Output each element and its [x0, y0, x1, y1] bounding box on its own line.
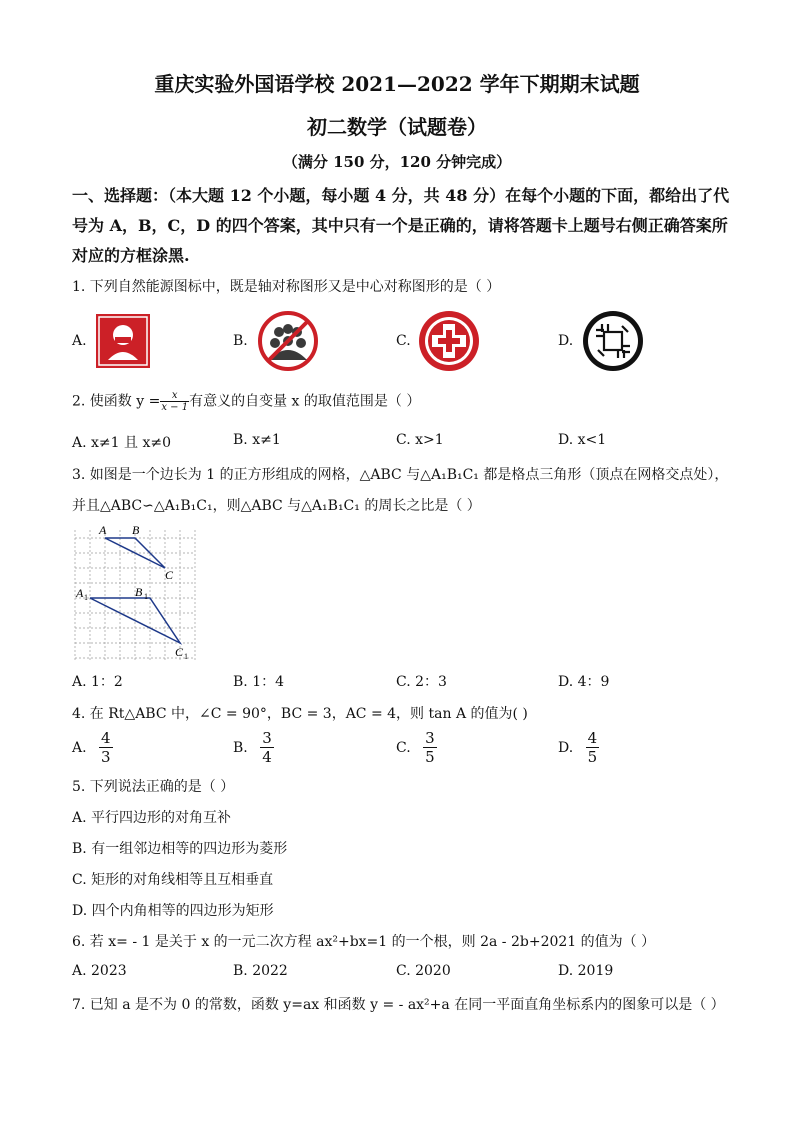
- q3-grid-figure: [70, 520, 200, 665]
- question-6-stem: 6. 若 x= - 1 是关于 x 的一元二次方程 ax²+bx=1 的一个根，则 2a - 2b+2021 的值为（ ）: [72, 934, 656, 950]
- q6-option-b: B. 2022: [233, 963, 288, 979]
- no-crowd-icon: [257, 310, 319, 372]
- q4-d-num: 4: [587, 729, 598, 747]
- exam-title: 重庆实验外国语学校 2021—2022 学年下期期末试题: [154, 72, 640, 96]
- q4-option-c: [396, 729, 437, 766]
- question-2-stem: [72, 390, 420, 413]
- label-b: B: [132, 523, 140, 537]
- q4-option-b-label: B.: [233, 739, 248, 756]
- question-3-line1: 3. 如图是一个边长为 1 的正方形组成的网格，△ABC 与△A₁B₁C₁ 都是格点三角形（顶点在网格交点处），: [72, 467, 729, 483]
- q2-option-c: C. x>1: [396, 432, 444, 448]
- q5-option-c: C. 矩形的对角线相等且互相垂直: [72, 872, 274, 888]
- label-c1-sub: 1: [184, 652, 188, 661]
- q4-option-a-label: A.: [72, 739, 87, 756]
- q4-option-b-fraction: [260, 729, 274, 766]
- triangle-a1b1c1: [90, 598, 180, 643]
- label-a1: A: [76, 586, 84, 600]
- q3-option-a: A. 1：2: [72, 674, 123, 690]
- question-7-stem: 7. 已知 a 是不为 0 的常数，函数 y=ax 和函数 y = - ax²+a 在同一平面直角坐标系内的图象可以是（ ）: [72, 997, 725, 1013]
- mask-person-icon: [96, 314, 150, 368]
- medical-cross-icon: [418, 310, 480, 372]
- q4-b-den: 4: [262, 748, 272, 766]
- q4-a-den: 3: [101, 748, 111, 766]
- q4-d-den: 5: [587, 748, 598, 766]
- q6-option-c: C. 2020: [396, 963, 451, 979]
- section-heading-line3: 对应的方框涂黑.: [72, 246, 190, 265]
- label-b1-sub: 1: [144, 592, 148, 601]
- q4-option-c-label: C.: [396, 739, 411, 756]
- q5-option-a: A. 平行四边形的对角互补: [72, 810, 232, 826]
- question-4-stem: 4. 在 Rt△ABC 中，∠C = 90°，BC = 3，AC = 4，则 tan A 的值为( ): [72, 706, 528, 722]
- question-5-stem: 5. 下列说法正确的是（ ）: [72, 779, 235, 795]
- label-b1: B: [135, 585, 143, 599]
- q2-fraction-numerator: x: [160, 390, 189, 402]
- hands-unity-icon: [582, 310, 644, 372]
- q6-option-d: D. 2019: [558, 963, 614, 979]
- question-1-stem: 1. 下列自然能源图标中，既是轴对称图形又是中心对称图形的是（ ）: [72, 279, 501, 295]
- label-a1-sub: 1: [84, 593, 88, 602]
- label-a: A: [99, 523, 107, 537]
- q4-option-d-label: D.: [558, 739, 574, 756]
- q2-option-d: D. x<1: [558, 432, 607, 448]
- section-heading-line2: 号为 A，B，C，D 的四个答案，其中只有一个是正确的，请将答题卡上题号右侧正确答案所: [72, 216, 728, 235]
- q4-c-den: 5: [425, 748, 435, 766]
- exam-note: （满分 150 分，120 分钟完成）: [282, 153, 512, 171]
- q4-option-a-fraction: [99, 729, 113, 766]
- q1-option-c-label: C.: [396, 333, 411, 349]
- q4-b-num: 3: [262, 729, 272, 747]
- q4-option-d-fraction: [586, 729, 600, 766]
- q2-fraction-denominator: x − 1: [161, 402, 189, 413]
- q4-option-d: [558, 729, 599, 766]
- q2-option-a: A. x≠1 且 x≠0: [72, 435, 171, 451]
- q4-option-c-fraction: [423, 729, 437, 766]
- q3-option-b: B. 1：4: [233, 674, 285, 690]
- q2-stem-pre: 2. 使函数 y =: [72, 393, 161, 410]
- q1-option-b-label: B.: [233, 333, 248, 349]
- q6-option-a: A. 2023: [72, 963, 127, 979]
- q1-option-d-label: D.: [558, 333, 574, 349]
- question-3-line2: 并且△ABC∽△A₁B₁C₁，则△ABC 与△A₁B₁C₁ 的周长之比是（ ）: [72, 498, 481, 514]
- q4-c-num: 3: [425, 729, 435, 747]
- q2-stem-post: 有意义的自变量 x 的取值范围是（ ）: [189, 393, 421, 410]
- q3-option-c: C. 2：3: [396, 674, 447, 690]
- q1-option-a-label: A.: [72, 333, 87, 349]
- q4-option-b: [233, 729, 274, 766]
- label-c1: C: [175, 645, 184, 659]
- q2-option-b: B. x≠1: [233, 432, 281, 448]
- q4-option-a: [72, 729, 113, 766]
- exam-subtitle: 初二数学（试题卷）: [307, 115, 487, 139]
- q5-option-b: B. 有一组邻边相等的四边形为菱形: [72, 841, 288, 857]
- q4-a-num: 4: [101, 729, 111, 747]
- q5-option-d: D. 四个内角相等的四边形为矩形: [72, 903, 274, 919]
- q2-fraction: [160, 390, 189, 413]
- q3-option-d: D. 4：9: [558, 674, 610, 690]
- label-c: C: [165, 568, 174, 582]
- section-heading-line1: 一、选择题：（本大题 12 个小题，每小题 4 分，共 48 分）在每个小题的下面，都给出了代: [72, 186, 730, 205]
